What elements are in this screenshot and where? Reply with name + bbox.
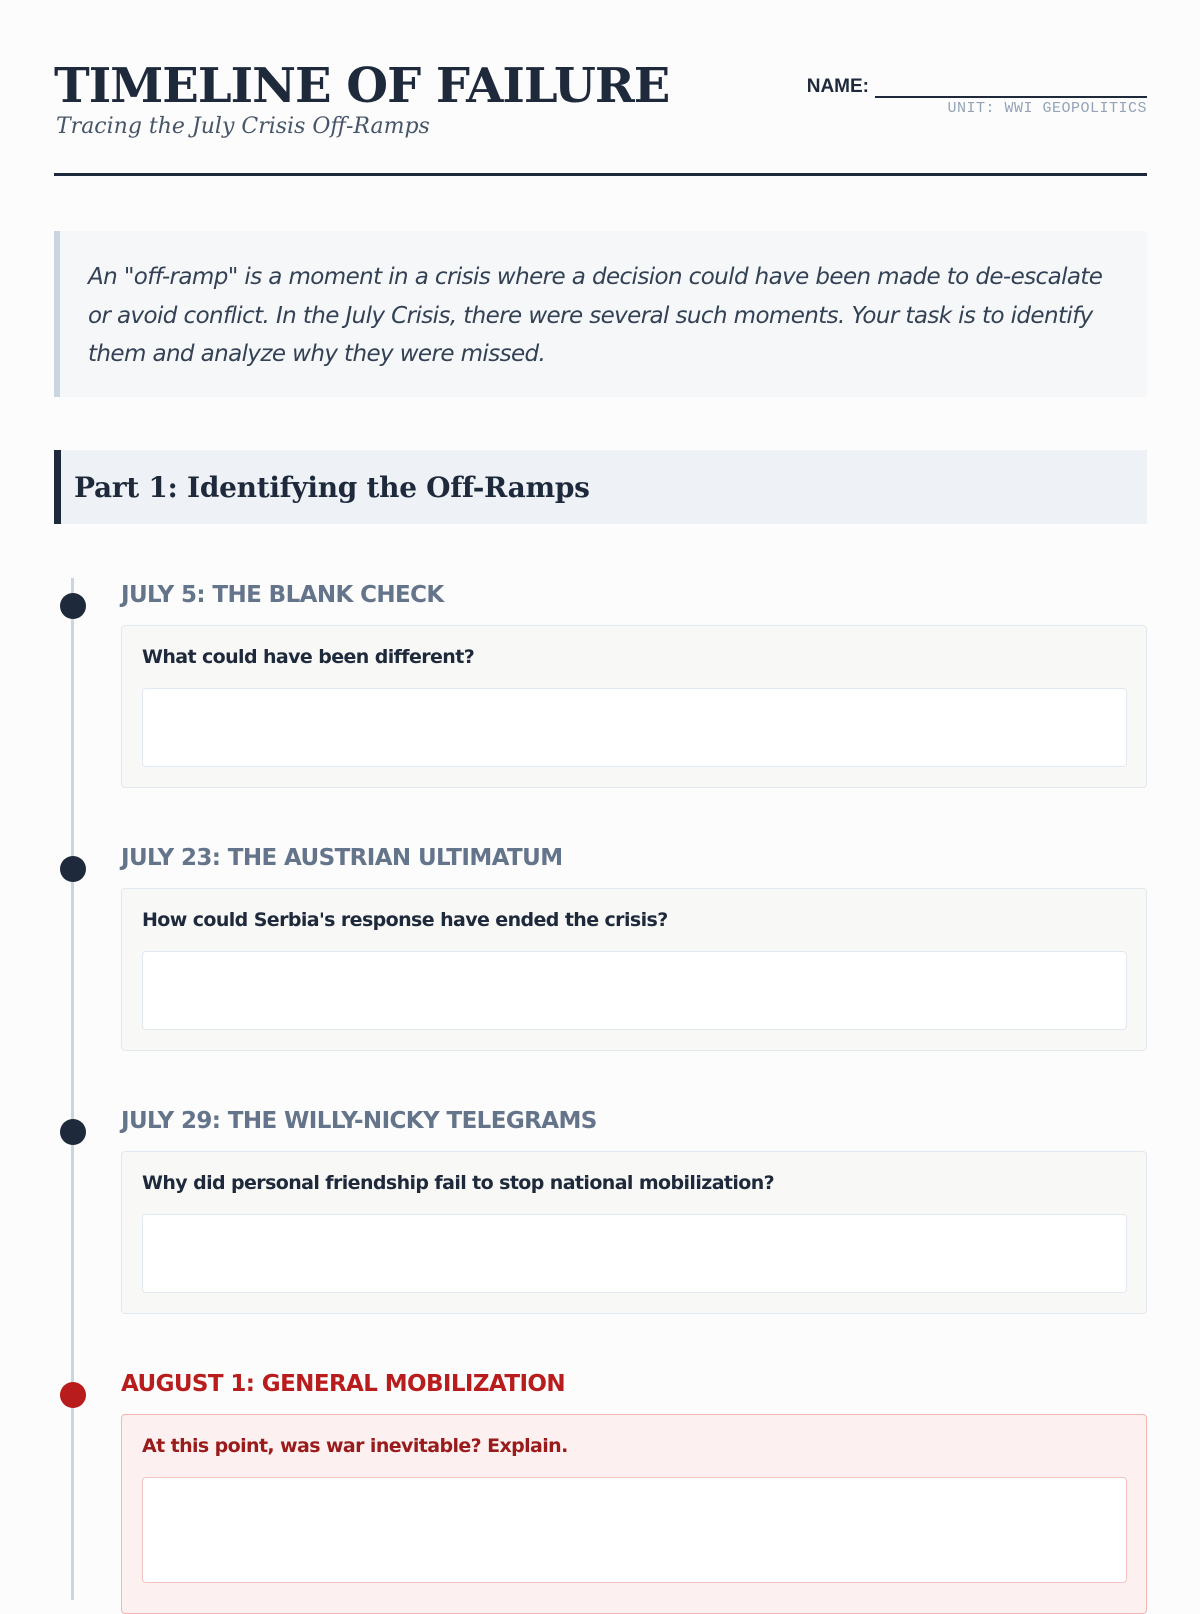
page-title: TIMELINE OF FAILURE [54,58,670,114]
answer-field[interactable] [142,951,1127,1030]
question-text: What could have been different? [142,646,475,668]
section-header [54,450,1147,524]
section-title: Part 1: Identifying the Off-Ramps [74,470,590,504]
event-title: JULY 23: THE AUSTRIAN ULTIMATUM [121,845,563,871]
event-title: JULY 5: THE BLANK CHECK [121,582,444,608]
question-card [121,625,1147,788]
answer-field[interactable] [142,1477,1127,1583]
question-text: Why did personal friendship fail to stop national mobilization? [142,1172,775,1194]
name-field [807,76,1147,98]
event-title: AUGUST 1: GENERAL MOBILIZATION [121,1371,565,1397]
worksheet-header [54,56,1147,176]
name-blank-line[interactable] [875,78,1147,98]
intro-callout [54,231,1147,397]
timeline-marker [60,593,86,619]
timeline [54,578,1147,1600]
page-subtitle: Tracing the July Crisis Off-Ramps [56,114,430,139]
question-text: At this point, was war inevitable? Explain. [142,1435,568,1457]
answer-field[interactable] [142,1214,1127,1293]
timeline-marker [60,1119,86,1145]
timeline-marker [60,856,86,882]
header-divider [54,173,1147,176]
name-block [807,76,1147,117]
question-card [121,1151,1147,1314]
question-text: How could Serbia's response have ended the crisis? [142,909,668,931]
intro-text: An "off-ramp" is a moment in a crisis where a decision could have been made to de-escalate or avoid conflict. In the July Crisis, there were several such moments. Your task is to identify them and analyze why they were missed. [88,264,1103,367]
name-label: NAME: [806,76,869,97]
timeline-line [71,578,74,1600]
event-title: JULY 29: THE WILLY-NICKY TELEGRAMS [121,1108,597,1134]
question-card [121,1414,1147,1614]
unit-label: UNIT: WWI GEOPOLITICS [947,100,1147,117]
answer-field[interactable] [142,688,1127,767]
question-card [121,888,1147,1051]
timeline-marker-critical [60,1382,86,1408]
